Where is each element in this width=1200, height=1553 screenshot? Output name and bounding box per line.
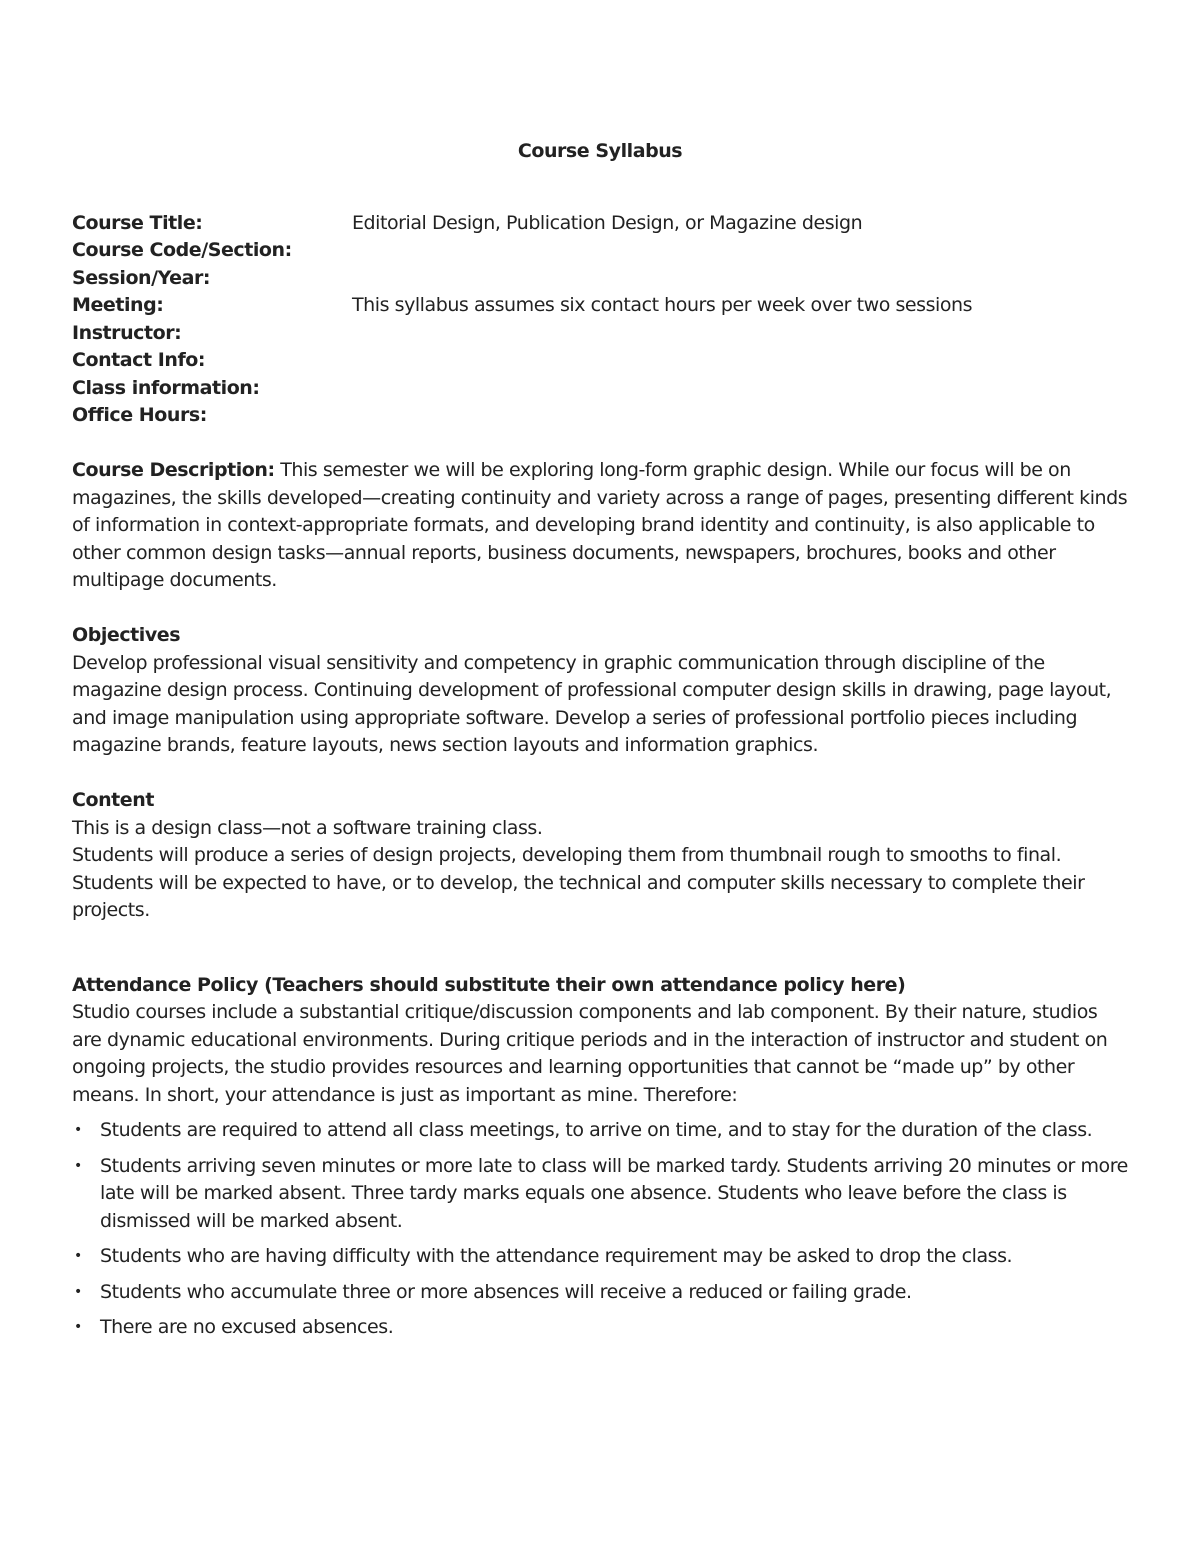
info-row-contact-info <box>72 347 1132 375</box>
info-label: Instructor: <box>72 321 182 344</box>
attendance-heading: Attendance Policy (Teachers should substitute their own attendance policy here) <box>72 973 906 996</box>
course-description-section <box>72 457 1132 595</box>
info-value <box>352 402 1132 430</box>
info-value <box>352 375 1132 403</box>
objectives-text: Develop professional visual sensitivity and competency in graphic communication through discipline of the magazine design process. Continuing development of professional computer design skills in drawing, page layout, and image manipulation using appropriate software. Develop a series of professional portfolio pieces including magazine brands, feature layouts, news section layouts and information graphics. <box>72 651 1112 756</box>
content-section <box>72 787 1132 925</box>
course-description <box>72 457 1132 595</box>
info-row-class-information <box>72 375 1132 403</box>
attendance-section <box>72 972 1132 1342</box>
info-label: Contact Info: <box>72 349 206 371</box>
info-label: Course Title: <box>72 211 203 234</box>
info-value <box>352 237 1132 265</box>
objectives-section <box>72 622 1132 760</box>
course-description-label: Course Description: <box>72 459 275 481</box>
info-value <box>352 320 1132 348</box>
list-item <box>72 1314 1132 1342</box>
info-value: Editorial Design, Publication Design, or Magazine design <box>352 211 863 234</box>
info-value: This syllabus assumes six contact hours per week over two sessions <box>352 294 973 316</box>
info-row-course-code <box>72 237 1132 265</box>
list-item-text: Students who are having difficulty with the attendance requirement may be asked to drop the class. <box>100 1245 1013 1267</box>
content-line: Students will be expected to have, or to develop, the technical and computer skills necessary to complete their projects. <box>72 871 1085 921</box>
bullet-icon: • <box>74 1157 82 1174</box>
list-item <box>72 1153 1132 1236</box>
bullet-icon: • <box>74 1122 82 1138</box>
info-value <box>352 265 1132 293</box>
info-row-meeting <box>72 292 1132 320</box>
content-line: Students will produce a series of design projects, developing them from thumbnail rough to smooths to final. <box>72 844 1062 866</box>
bullet-icon: • <box>74 1248 82 1264</box>
list-item-text: Students are required to attend all class meetings, to arrive on time, and to stay for the duration of the class. <box>100 1119 1093 1141</box>
bullet-icon: • <box>74 1283 82 1300</box>
list-item <box>72 1243 1132 1271</box>
page-title: Course Syllabus <box>517 140 683 162</box>
info-row-instructor <box>72 320 1132 348</box>
info-label: Session/Year: <box>72 266 211 289</box>
info-label: Meeting: <box>72 294 164 316</box>
syllabus-page <box>72 138 1132 1350</box>
info-row-course-title <box>72 210 1132 238</box>
info-row-session-year <box>72 265 1132 293</box>
info-label: Course Code/Section: <box>72 239 292 261</box>
bullet-icon: • <box>74 1319 82 1335</box>
list-item-text: There are no excused absences. <box>100 1316 394 1338</box>
info-row-office-hours <box>72 402 1132 430</box>
info-value <box>352 347 1132 375</box>
list-item <box>72 1279 1132 1307</box>
list-item <box>72 1117 1132 1145</box>
content-heading: Content <box>72 789 154 811</box>
course-info-block <box>72 210 1132 430</box>
attendance-text: Studio courses include a substantial critique/discussion components and lab component. By their nature, studios are dynamic educational environments. During critique periods and in the interaction of instructor and student on ongoing projects, the studio provides resources and learning opportunities that cannot be “made up” by other means. In short, your attendance is just as important as mine. Therefore: <box>72 1001 1108 1106</box>
info-label: Class information: <box>72 376 260 399</box>
list-item-text: Students who accumulate three or more absences will receive a reduced or failing grade. <box>100 1280 912 1303</box>
list-item-text: Students arriving seven minutes or more late to class will be marked tardy. Students arriving 20 minutes or more late will be marked absent. Three tardy marks equals one absence. Students who leave before the class is dismissed will be marked absent. <box>100 1154 1128 1232</box>
course-description-text: This semester we will be exploring long-form graphic design. While our focus will be on magazines, the skills developed—creating continuity and variety across a range of pages, presenting different kinds of information in context-appropriate formats, and developing brand identity and continuity, is also applicable to other common design tasks—annual reports, business documents, newspapers, brochures, books and other multipage documents. <box>72 459 1128 591</box>
attendance-bullet-list <box>72 1117 1132 1342</box>
content-line: This is a design class—not a software training class. <box>72 816 543 839</box>
info-label: Office Hours: <box>72 404 207 426</box>
objectives-heading: Objectives <box>72 624 181 646</box>
